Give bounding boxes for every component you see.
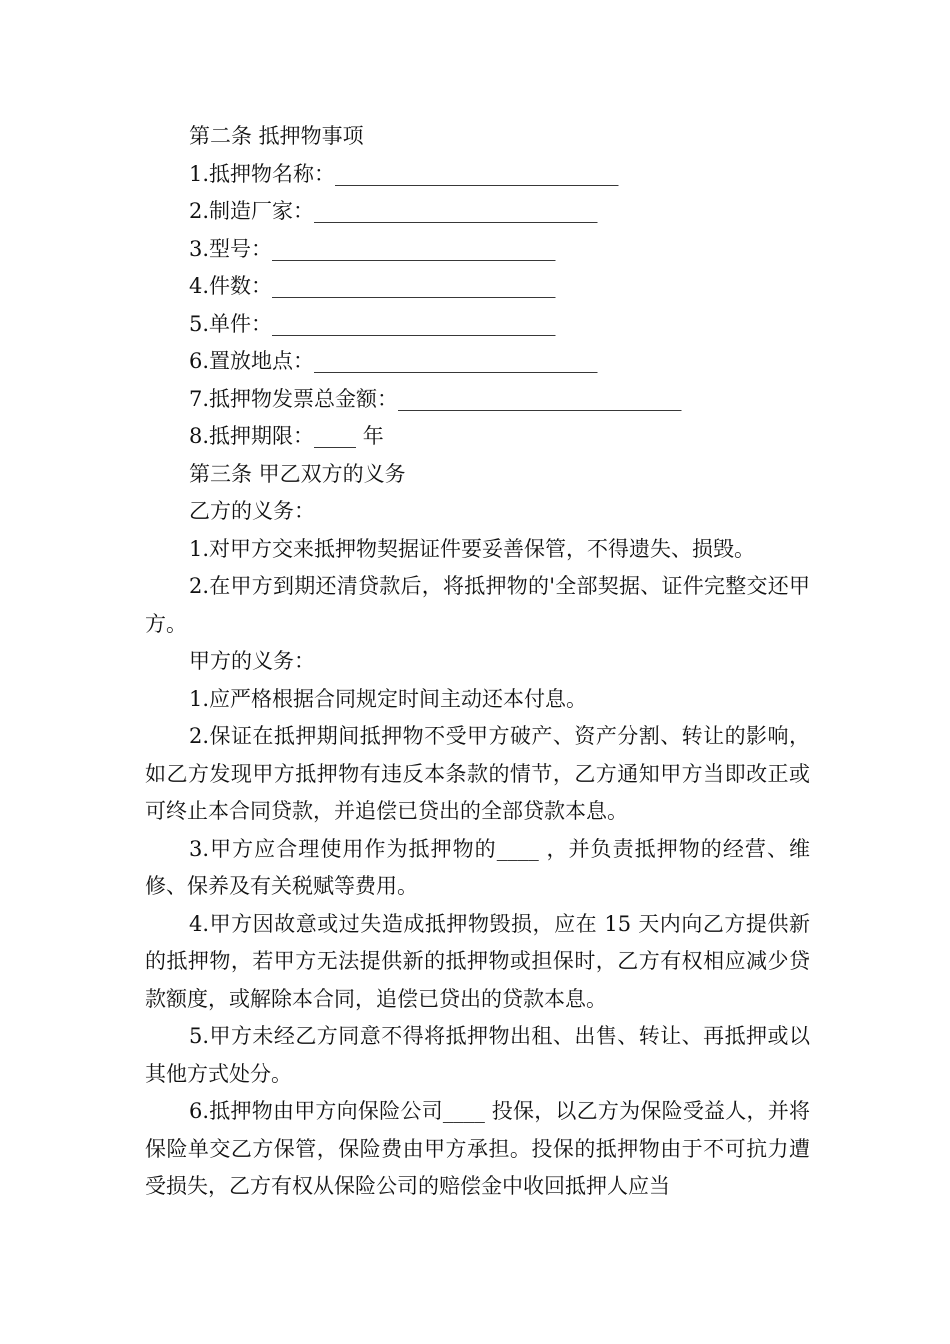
subheading-party-a-duties: 甲方的义务： xyxy=(189,649,315,673)
party-a-duty-2: 2.保证在抵押期间抵押物不受甲方破产、资产分割、转让的影响，如乙方发现甲方抵押物有违反本条款的情节，乙方通知甲方当即改正或可终止本合同贷款，并追偿已贷出的全部贷款本息。 xyxy=(145,724,810,823)
field-storage-location: 6.置放地点：___________________________ xyxy=(189,349,598,373)
field-manufacturer: 2.制造厂家：___________________________ xyxy=(189,199,598,223)
party-a-duty-5: 5.甲方未经乙方同意不得将抵押物出租、出售、转让、再抵押或以其他方式处分。 xyxy=(145,1024,810,1086)
party-a-duty-1: 1.应严格根据合同规定时间主动还本付息。 xyxy=(189,686,588,711)
field-quantity: 4.件数：___________________________ xyxy=(189,274,556,298)
field-mortgage-term: 8.抵押期限：____ 年 xyxy=(189,424,384,448)
party-a-duty-6: 6.抵押物由甲方向保险公司____ 投保，以乙方为保险受益人，并将保险单交乙方保管，保险费由甲方承担。投保的抵押物由于不可抗力遭受损失，乙方有权从保险公司的赔偿金中收回抵押人应当 xyxy=(145,1099,810,1198)
party-a-duty-4: 4.甲方因故意或过失造成抵押物毁损，应在 15 天内向乙方提供新的抵押物，若甲方无法提供新的抵押物或担保时，乙方有权相应减少贷款额度，或解除本合同，追偿已贷出的贷款本息。 xyxy=(145,911,810,1011)
document-body xyxy=(145,118,810,1206)
party-b-duty-1: 1.对甲方交来抵押物契据证件要妥善保管，不得遗失、损毁。 xyxy=(189,536,756,561)
subheading-party-b-duties: 乙方的义务： xyxy=(189,499,315,523)
field-invoice-total: 7.抵押物发票总金额：___________________________ xyxy=(189,386,682,411)
section-heading-article-3: 第三条 甲乙双方的义务 xyxy=(189,461,406,486)
field-unit: 5.单件：___________________________ xyxy=(189,311,556,336)
section-heading-article-2: 第二条 抵押物事项 xyxy=(189,124,364,148)
field-collateral-name: 1.抵押物名称：___________________________ xyxy=(189,161,619,186)
party-a-duty-3: 3.甲方应合理使用作为抵押物的____ ，并负责抵押物的经营、维修、保养及有关税赋等费用。 xyxy=(145,836,810,898)
party-b-duty-2: 2.在甲方到期还清贷款后，将抵押物的'全部契据、证件完整交还甲方。 xyxy=(145,574,810,636)
field-model: 3.型号：___________________________ xyxy=(189,236,556,261)
